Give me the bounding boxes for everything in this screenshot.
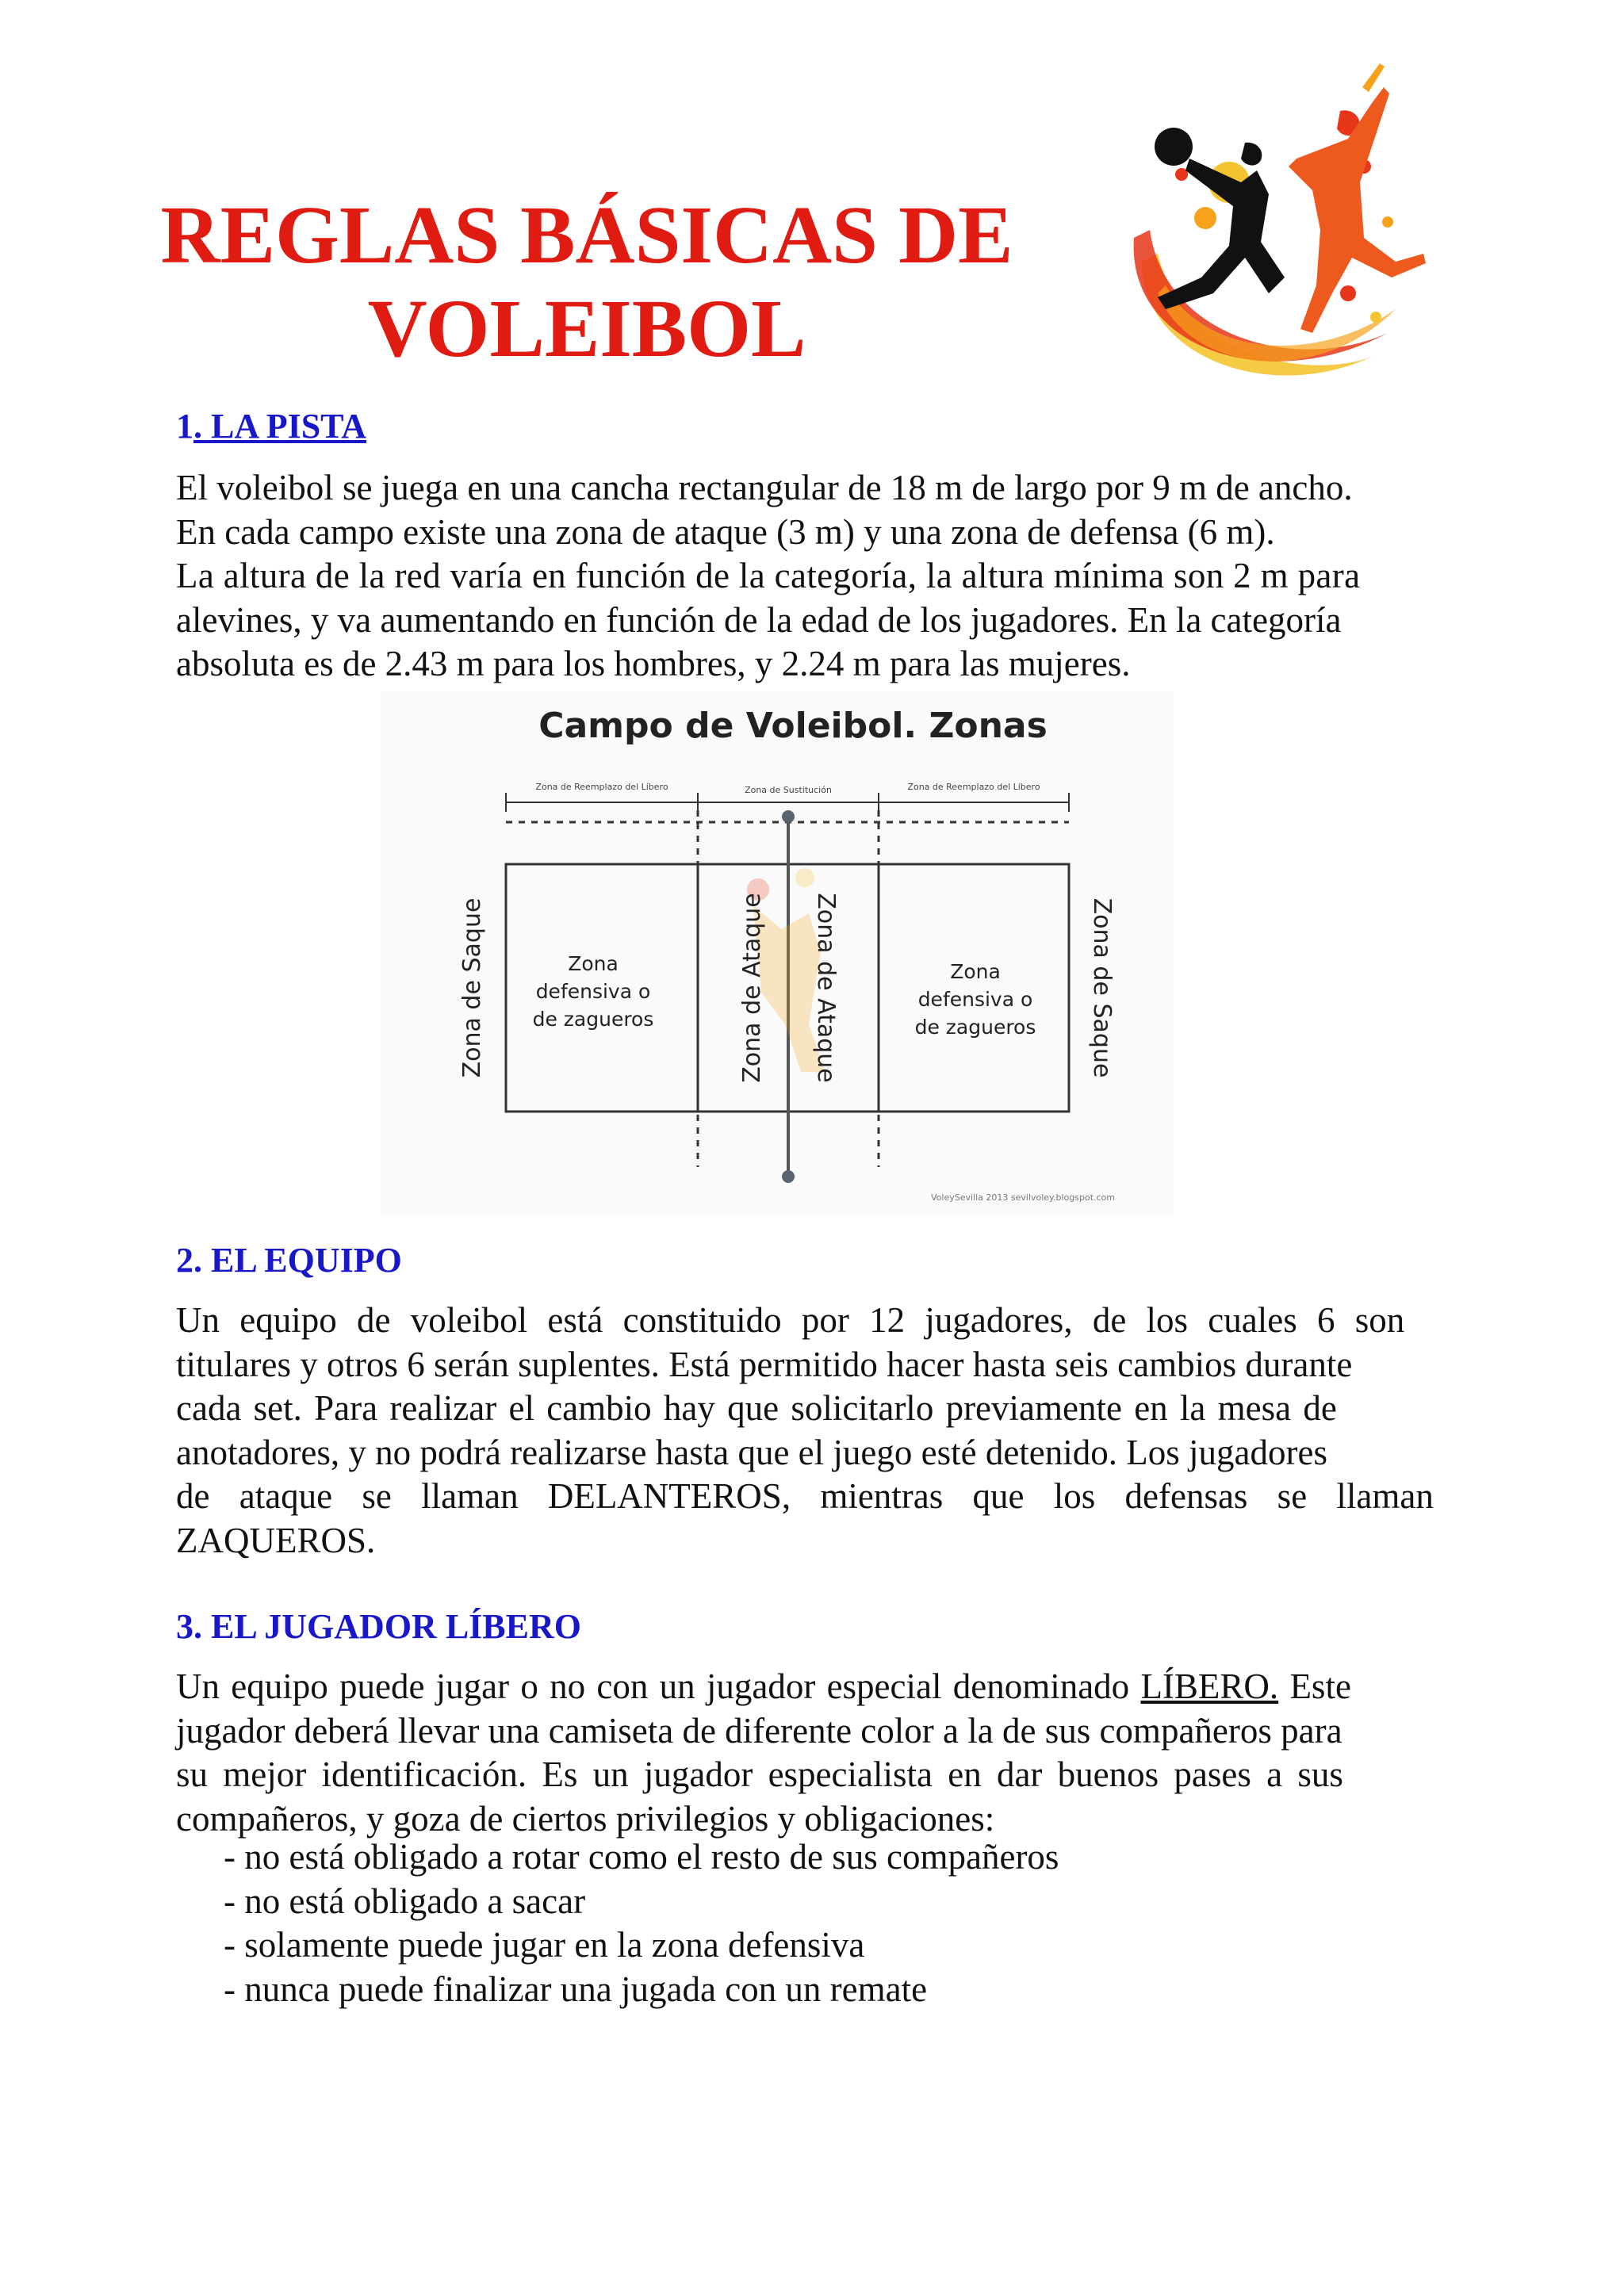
section-3-line: su mejor identificación. Es un jugador especialista en dar buenos pases a sus	[176, 1755, 1343, 1794]
label-attack-zone-left: Zona de Ataque	[738, 893, 766, 1083]
section-1-heading	[176, 404, 366, 449]
section-1-number: 1	[176, 407, 193, 446]
libero-rules-list	[224, 1835, 1059, 2011]
section-2-heading: 2. EL EQUIPO	[176, 1241, 402, 1280]
label-defense-left-1: Zona	[568, 952, 619, 975]
label-defense-left-3: de zagueros	[532, 1008, 654, 1031]
section-1-line: alevines, y va aumentando en función de la edad de los jugadores. En la categoría	[176, 599, 1342, 640]
label-defense-right-1: Zona	[950, 960, 1001, 983]
section-3-line-1-end: Este	[1278, 1667, 1351, 1706]
section-2-paragraph	[176, 1299, 1448, 1563]
label-attack-zone-right: Zona de Ataque	[812, 893, 840, 1083]
list-item: - no está obligado a sacar	[224, 1881, 586, 1921]
section-1-line: absoluta es de 2.43 m para los hombres, y 2.24 m para las mujeres.	[176, 644, 1131, 683]
libero-term: LÍBERO.	[1140, 1667, 1279, 1706]
court-diagram	[381, 691, 1174, 1215]
list-item: - nunca puede finalizar una jugada con un remate	[224, 1969, 928, 2009]
section-3-line-1-text: Un equipo puede jugar o no con un jugador especial denominado	[176, 1667, 1141, 1706]
section-2-line: anotadores, y no podrá realizarse hasta que el juego esté detenido. Los jugadores	[176, 1432, 1327, 1472]
section-1-line: En cada campo existe una zona de ataque (3 m) y una zona de defensa (6 m).	[176, 511, 1275, 552]
list-item: - no está obligado a rotar como el resto de sus compañeros	[224, 1837, 1059, 1877]
label-serve-zone-right: Zona de Saque	[1088, 897, 1116, 1078]
section-1-paragraph	[176, 466, 1448, 687]
label-defense-left-2: defensiva o	[535, 980, 651, 1003]
label-liberal-zone-left: Zona de Reemplazo del Líbero	[535, 782, 668, 792]
title-line-2: VOLEIBOL	[367, 283, 806, 374]
section-3-paragraph	[176, 1665, 1448, 1841]
label-defense-right-3: de zagueros	[914, 1016, 1036, 1039]
section-2-line: Un equipo de voleibol está constituido por 12 jugadores, de los cuales 6 son	[176, 1300, 1405, 1340]
list-item: - solamente puede jugar en la zona defensiva	[224, 1925, 865, 1965]
volleyball-players-logo-icon	[1110, 55, 1427, 404]
label-serve-zone-left: Zona de Saque	[458, 897, 486, 1078]
section-2-line: titulares y otros 6 serán suplentes. Está permitido hacer hasta seis cambios durante	[176, 1344, 1353, 1384]
section-3-line: compañeros, y goza de ciertos privilegios y obligaciones:	[176, 1798, 995, 1839]
label-liberal-zone-right: Zona de Reemplazo del Líbero	[907, 782, 1040, 792]
section-1-line: La altura de la red varía en función de la categoría, la altura mínima son 2 m para	[176, 556, 1361, 595]
section-3-line-1	[176, 1665, 1448, 1709]
page-title	[119, 189, 1055, 376]
section-2-line: de ataque se llaman DELANTEROS, mientras que los defensas se llaman	[176, 1476, 1434, 1516]
section-2-line: ZAQUEROS.	[176, 1520, 376, 1560]
section-1-title: . LA PISTA	[193, 407, 367, 446]
section-3-line: jugador deberá llevar una camiseta de diferente color a la de sus compañeros para	[176, 1710, 1342, 1751]
title-line-1: REGLAS BÁSICAS DE	[160, 189, 1013, 281]
diagram-credit: VoleySevilla 2013 sevilvoley.blogspot.com	[930, 1192, 1116, 1203]
diagram-title: Campo de Voleibol. Zonas	[538, 706, 1048, 746]
section-1-line: El voleibol se juega en una cancha rectangular de 18 m de largo por 9 m de ancho.	[176, 468, 1353, 507]
section-3-heading: 3. EL JUGADOR LÍBERO	[176, 1607, 581, 1646]
label-substitution-zone: Zona de Sustitución	[745, 785, 832, 795]
label-defense-right-2: defensiva o	[917, 988, 1033, 1011]
section-2-line: cada set. Para realizar el cambio hay que solicitarlo previamente en la mesa de	[176, 1388, 1337, 1428]
